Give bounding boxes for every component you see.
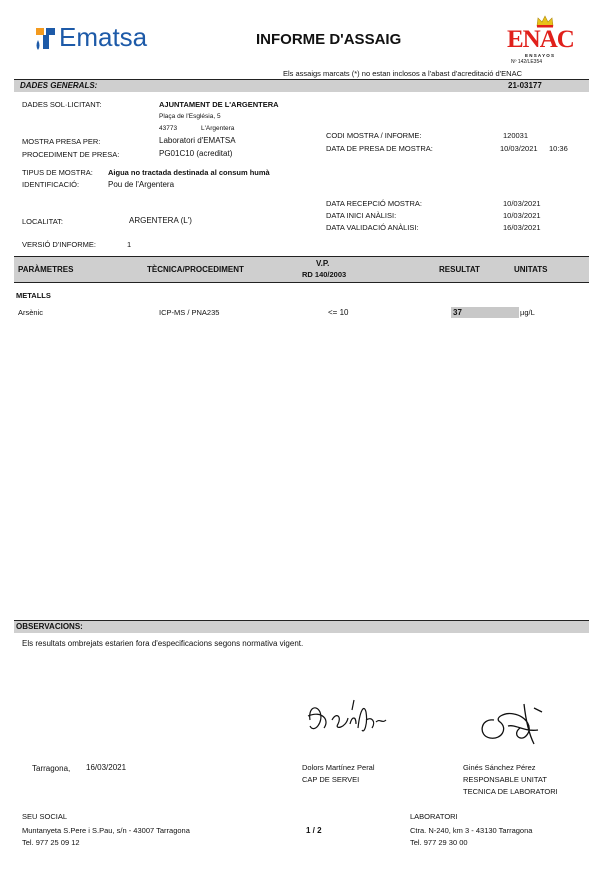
- right-signer-role-1: RESPONSABLE UNITAT: [463, 775, 547, 784]
- general-section-label: DADES GENERALS:: [20, 81, 98, 90]
- signature-left: [302, 690, 394, 752]
- sample-taken-value: Laboratori d'EMATSA: [159, 136, 236, 145]
- footer-seu-address: Muntanyeta S.Pere i S.Pau, s/n - 43007 Tarragona: [22, 826, 190, 835]
- left-signer-name: Dolors Martínez Peral: [302, 763, 375, 772]
- enac-sub: E N S A Y O S: [525, 53, 555, 58]
- right-signer-name: Ginés Sánchez Pérez: [463, 763, 536, 772]
- footer-lab-phone: Tel. 977 29 30 00: [410, 838, 468, 847]
- requester-name: AJUNTAMENT DE L'ARGENTERA: [159, 100, 279, 109]
- procedure-value: PG01C10 (acreditat): [159, 149, 233, 158]
- table-row: [0, 307, 600, 319]
- col-header-units: UNITATS: [514, 265, 548, 274]
- signature-right: [464, 692, 556, 754]
- sample-time-value: 10:36: [549, 144, 568, 153]
- locality-value: ARGENTERA (L'): [129, 216, 192, 225]
- logo-wordmark: Ematsa: [59, 22, 148, 52]
- enac-letters: ENAC: [507, 26, 574, 53]
- requester-label: DADES SOL·LICITANT:: [22, 100, 102, 109]
- validation-value: 16/03/2021: [503, 223, 541, 232]
- reception-label: DATA RECEPCIÓ MOSTRA:: [326, 199, 422, 208]
- accreditation-note: Els assaigs marcats (*) no estan inclosos a l'abast d'acreditació d'ENAC: [283, 69, 522, 78]
- col-header-vp: V.P.: [316, 259, 330, 268]
- observations-band: [14, 620, 589, 633]
- sign-place: Tarragona,: [32, 764, 71, 773]
- sample-taken-label: MOSTRA PRESA PER:: [22, 137, 101, 146]
- footer-lab-label: LABORATORI: [410, 812, 458, 821]
- row-param: Arsènic: [18, 308, 44, 317]
- footer-seu-phone: Tel. 977 25 09 12: [22, 838, 80, 847]
- sample-date-value: 10/03/2021: [500, 144, 538, 153]
- row-technique: ICP-MS / PNA235: [159, 308, 220, 317]
- table-group-label: METALLS: [16, 291, 51, 300]
- footer-seu-label: SEU SOCIAL: [22, 812, 68, 821]
- sample-code-label: CODI MOSTRA / INFORME:: [326, 131, 422, 140]
- locality-label: LOCALITAT:: [22, 217, 63, 226]
- row-result: 37: [453, 308, 462, 317]
- enac-number: Nº 142/LE354: [511, 59, 543, 65]
- ematsa-logo-icon: [35, 26, 57, 52]
- analysis-start-value: 10/03/2021: [503, 211, 541, 220]
- general-section-band: [14, 79, 589, 92]
- row-units: µg/L: [520, 308, 535, 317]
- enac-seal: [505, 14, 585, 66]
- sample-type-label: TIPUS DE MOSTRA:: [22, 168, 93, 177]
- observations-label: OBSERVACIONS:: [16, 622, 83, 631]
- page-title: INFORME D'ASSAIG: [256, 31, 402, 48]
- identification-label: IDENTIFICACIÓ:: [22, 180, 80, 189]
- analysis-start-label: DATA INICI ANÀLISI:: [326, 211, 397, 220]
- page-number: 1 / 2: [306, 826, 322, 835]
- col-header-technique: TÈCNICA/PROCEDIMENT: [147, 265, 244, 274]
- procedure-label: PROCEDIMENT DE PRESA:: [22, 150, 120, 159]
- sample-type-value: Aigua no tractada destinada al consum humà: [108, 168, 270, 177]
- col-header-rd: RD 140/2003: [302, 270, 347, 279]
- identification-value: Pou de l'Argentera: [108, 180, 175, 189]
- validation-label: DATA VALIDACIÓ ANÀLISI:: [326, 223, 419, 232]
- col-header-param: PARÀMETRES: [18, 265, 74, 274]
- requester-address: Plaça de l'Església, 5: [159, 113, 221, 120]
- col-header-result: RESULTAT: [439, 265, 480, 274]
- version-value: 1: [127, 240, 132, 249]
- reception-value: 10/03/2021: [503, 199, 541, 208]
- row-vp: <= 10: [328, 308, 349, 317]
- requester-zip: 43773: [159, 125, 178, 132]
- footer-lab-address: Ctra. N-240, km 3 - 43130 Tarragona: [410, 826, 533, 835]
- sample-code-value: 120031: [503, 131, 529, 140]
- requester-city: L'Argentera: [201, 125, 235, 132]
- observations-text: Els resultats ombrejats estarien fora d'especificacions segons normativa vigent.: [22, 639, 304, 648]
- sign-date: 16/03/2021: [86, 763, 127, 772]
- report-number: 21-03177: [508, 81, 542, 90]
- sample-date-label: DATA DE PRESA DE MOSTRA:: [326, 144, 433, 153]
- left-signer-role: CAP DE SERVEI: [302, 775, 360, 784]
- version-label: VERSIÓ D'INFORME:: [22, 240, 96, 249]
- right-signer-role-2: TECNICA DE LABORATORI: [463, 787, 558, 796]
